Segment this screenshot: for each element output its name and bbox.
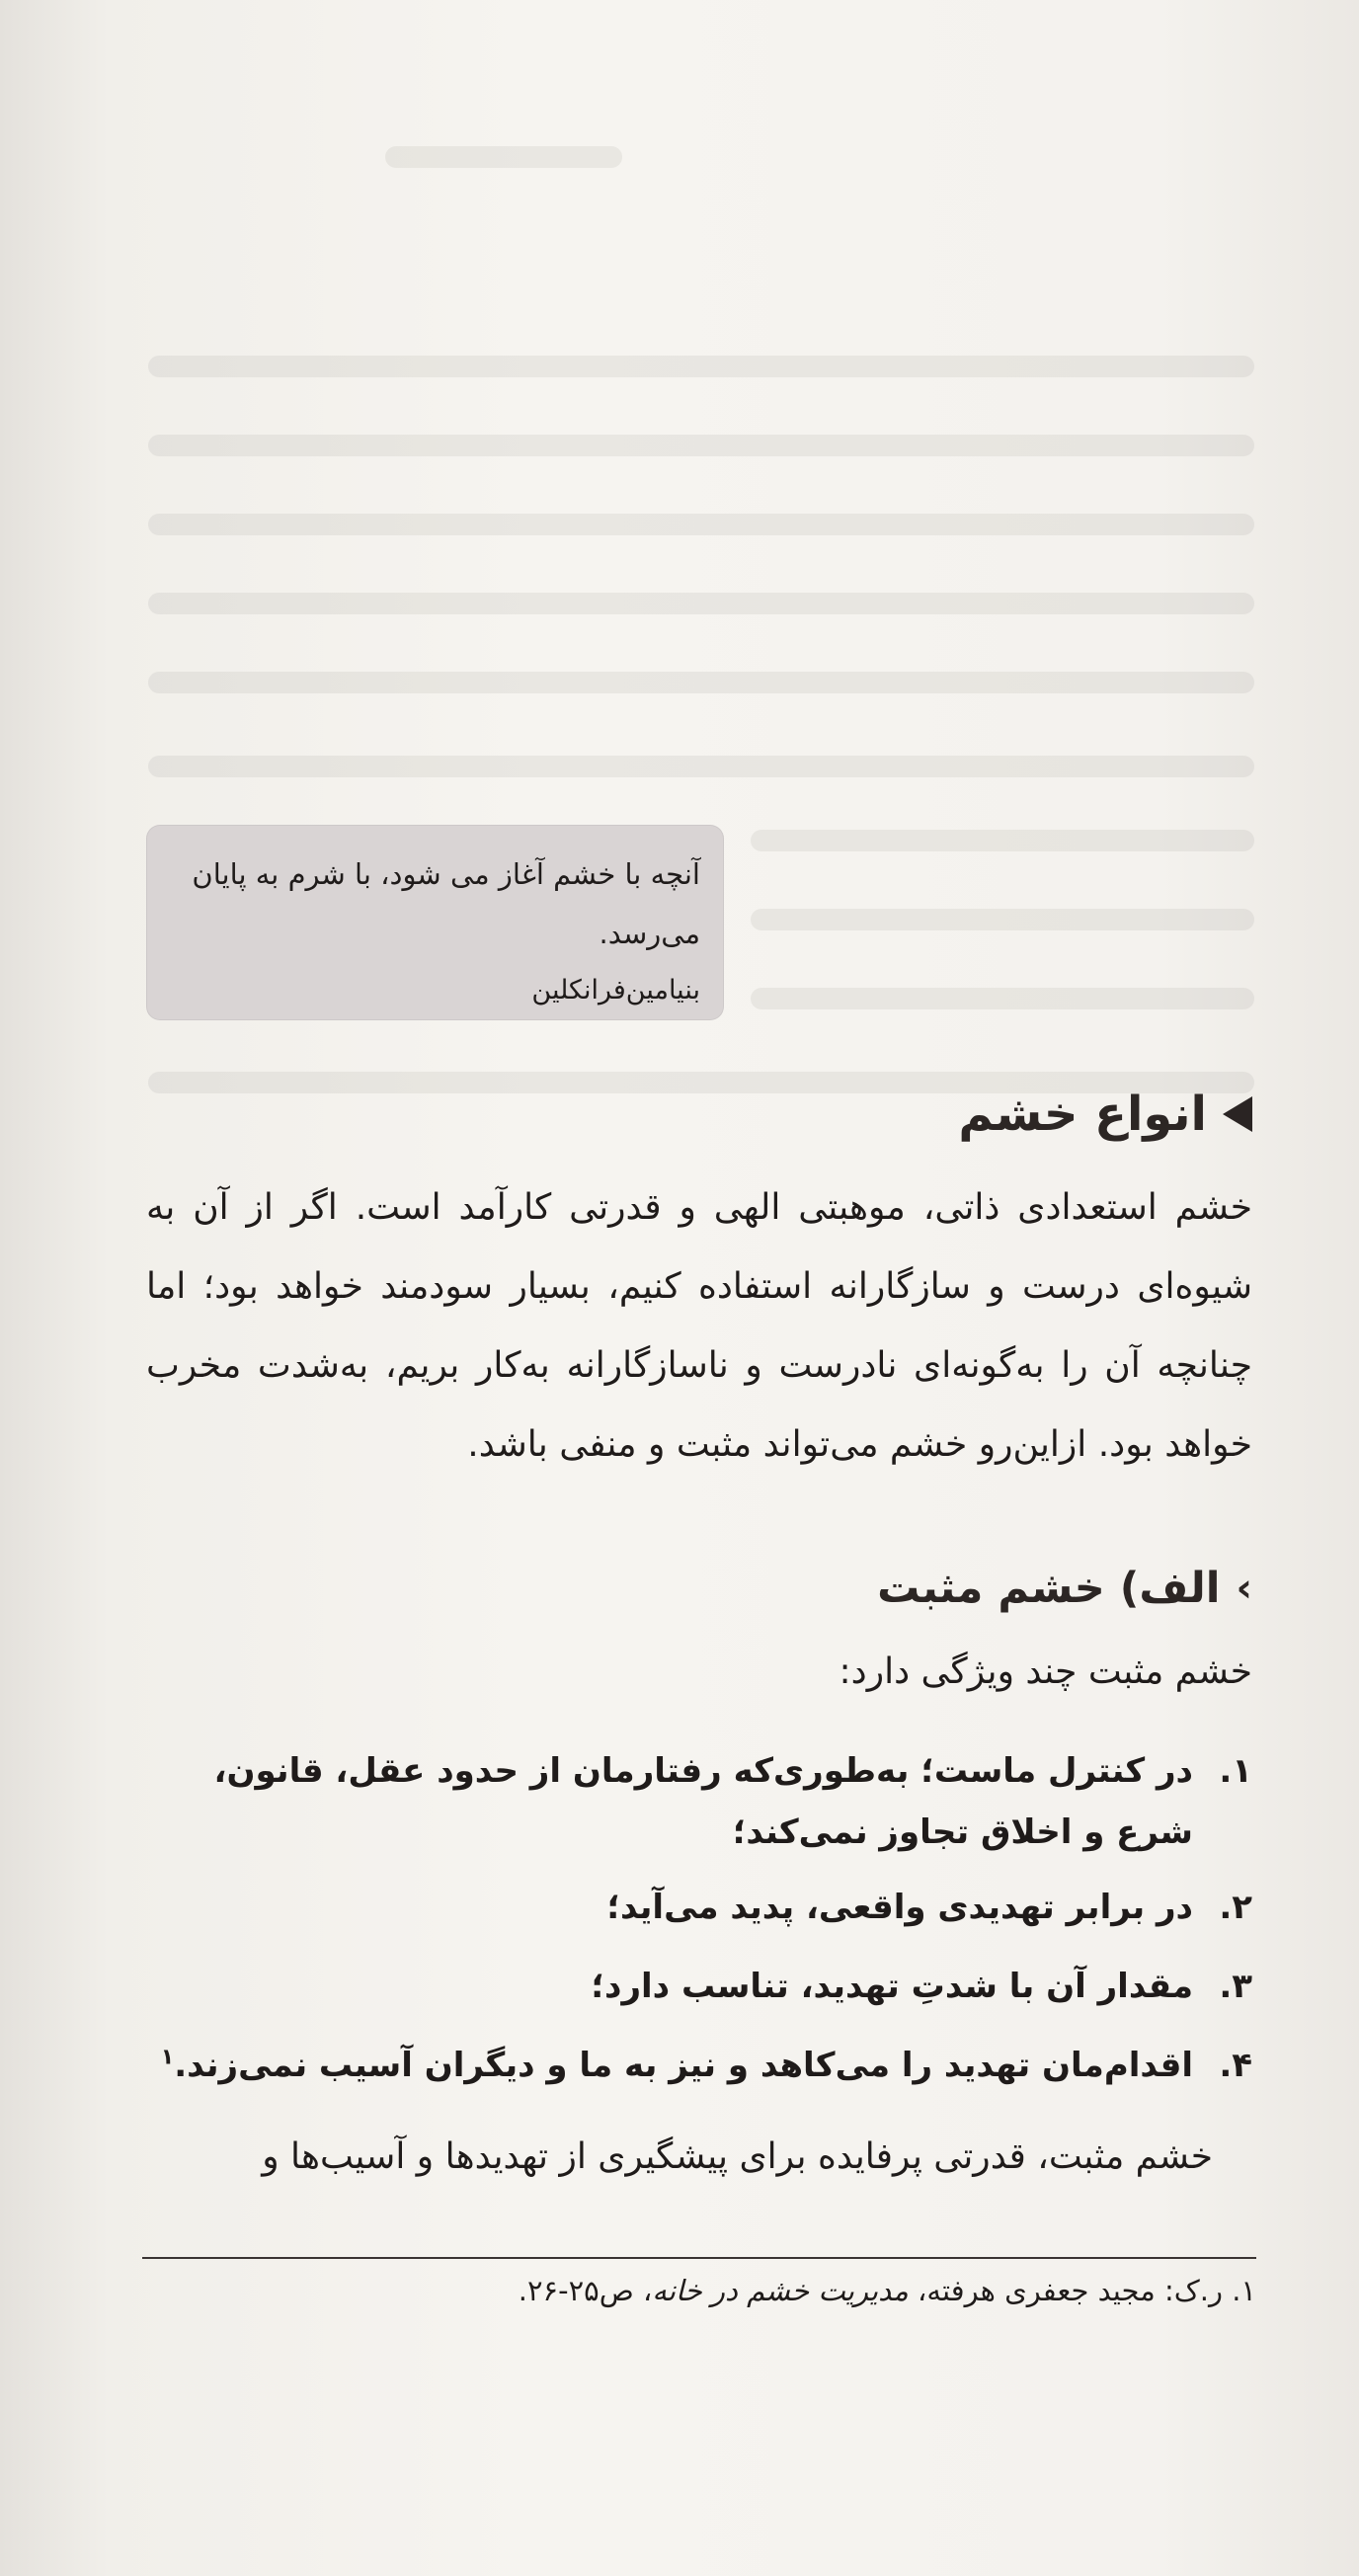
footnote-reference[interactable]: ۱ <box>160 2045 175 2070</box>
footnote-prefix: ۱. ر.ک: مجید جعفری هرفته، <box>908 2274 1256 2307</box>
list-item-number: ۴. <box>1219 2046 1252 2085</box>
footnote <box>519 2274 1256 2307</box>
subsection-heading <box>877 1564 1252 1613</box>
list-item <box>146 1740 1252 1863</box>
footnote-divider <box>142 2257 1256 2259</box>
footnote-suffix: ، ص۲۵-۲۶. <box>518 2274 653 2307</box>
subsection-intro: خشم مثبت چند ویژگی دارد: <box>839 1651 1252 1692</box>
quote-text: آنچه با خشم آغاز می شود، با شرم به پایان می‌رسد. <box>192 857 700 950</box>
list-item-text: در کنترل ماست؛ به‌طوری‌که رفتارمان از حدود عقل، قانون، شرع و اخلاق تجاوز نمی‌کند؛ <box>213 1751 1193 1852</box>
quote-author: بنیامین‌فرانکلین <box>531 975 700 1006</box>
list-item-text: مقدار آن با شدتِ تهدید، تناسب دارد؛ <box>591 1967 1193 2006</box>
list-item-number: ۲. <box>1219 1888 1252 1927</box>
list-item <box>146 1956 1252 2017</box>
list-item <box>146 2035 1252 2096</box>
section-paragraph: خشم استعدادی ذاتی، موهبتی الهی و قدرتی کارآمد است. اگر از آن به شیوه‌ای درست و سازگارانه استفاده کنیم، بسیار سودمند خواهد بود؛ اما چنانچه آن را به‌گونه‌ای نادرست و ناسازگارانه به‌کار بریم، به‌شدت مخرب خواهد بود. ازاین‌رو خشم می‌تواند مثبت و منفی باشد. <box>146 1187 1252 1465</box>
section-title: انواع خشم <box>958 1087 1207 1142</box>
closing-paragraph: خشم مثبت، قدرتی پرفایده برای پیشگیری از تهدیدها و آسیب‌ها و <box>262 2136 1213 2177</box>
quote-box <box>146 825 724 1020</box>
list-item-text: اقدام‌مان تهدید را می‌کاهد و نیز به ما و دیگران آسیب نمی‌زند. <box>174 2046 1193 2085</box>
chevron-bullet-icon: › <box>1236 1566 1252 1611</box>
footnote-book-title: مدیریت خشم در خانه <box>652 2274 909 2307</box>
triangle-bullet-icon <box>1223 1096 1252 1132</box>
list-item <box>146 1877 1252 1938</box>
subsection-title: الف) خشم مثبت <box>877 1564 1221 1613</box>
features-list <box>146 1740 1252 2096</box>
list-item-number: ۳. <box>1219 1967 1252 2006</box>
section-heading <box>958 1087 1252 1142</box>
list-item-number: ۱. <box>1219 1751 1252 1791</box>
list-item-text: در برابر تهدیدی واقعی، پدید می‌آید؛ <box>606 1888 1193 1927</box>
